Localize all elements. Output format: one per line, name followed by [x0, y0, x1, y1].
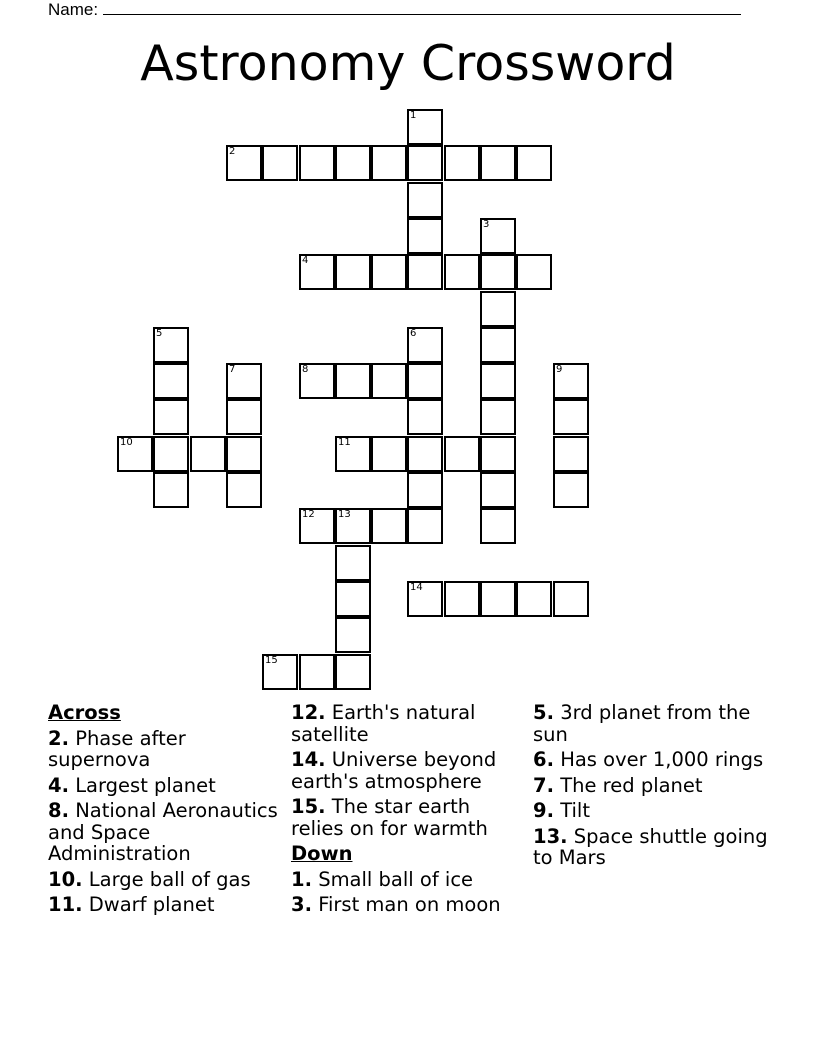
clue-number: 8.: [48, 799, 69, 822]
grid-cell[interactable]: [299, 654, 335, 690]
clue-number-label: 14: [410, 582, 423, 593]
grid-cell[interactable]: [407, 109, 443, 145]
clue-across-12: [291, 702, 527, 745]
name-label: Name:: [48, 0, 99, 19]
grid-cell[interactable]: [190, 436, 226, 472]
grid-cell[interactable]: [480, 472, 516, 508]
grid-cell[interactable]: [480, 254, 516, 290]
clue-text: 3rd planet from the sun: [533, 701, 751, 746]
grid-cell[interactable]: [407, 218, 443, 254]
grid-cell[interactable]: [226, 436, 262, 472]
clue-down-5: [533, 702, 773, 745]
grid-cell[interactable]: [371, 145, 407, 181]
clue-number-label: 8: [302, 364, 309, 375]
clue-number-label: 11: [338, 437, 351, 448]
clue-number-label: 3: [483, 219, 490, 230]
clue-number-label: 12: [302, 509, 315, 520]
clue-number: 14.: [291, 748, 326, 771]
clue-number: 3.: [291, 893, 312, 916]
clue-text: Space shuttle going to Mars: [533, 824, 768, 869]
clue-across-11: [48, 894, 284, 916]
grid-cell[interactable]: [516, 581, 552, 617]
grid-cell[interactable]: [480, 508, 516, 544]
grid-cell[interactable]: [480, 145, 516, 181]
clue-text: National Aeronautics and Space Administration: [48, 799, 278, 865]
grid-cell[interactable]: [407, 145, 443, 181]
clue-across-15: [291, 796, 527, 839]
grid-cell[interactable]: [335, 508, 371, 544]
down-heading: Down: [291, 842, 353, 865]
clue-across-4: [48, 775, 284, 797]
clue-text: Tilt: [560, 799, 590, 822]
grid-cell[interactable]: [553, 363, 589, 399]
clue-text: First man on moon: [318, 893, 501, 916]
grid-cell[interactable]: [516, 254, 552, 290]
clue-text: Small ball of ice: [318, 867, 474, 891]
grid-cell[interactable]: [407, 254, 443, 290]
clue-number-label: 13: [338, 509, 351, 520]
grid-cell[interactable]: [444, 254, 480, 290]
grid-cell[interactable]: [335, 654, 371, 690]
across-heading: Across: [48, 701, 121, 724]
clue-text: Earth's natural satellite: [291, 701, 476, 746]
clue-number-label: 4: [302, 255, 309, 266]
clue-number: 5.: [533, 701, 554, 724]
grid-cell[interactable]: [444, 436, 480, 472]
clue-number: 15.: [291, 795, 326, 818]
grid-cell[interactable]: [226, 145, 262, 181]
grid-cell[interactable]: [335, 436, 371, 472]
clue-down-3: [291, 894, 527, 916]
clue-number-label: 6: [410, 328, 417, 339]
clue-number: 7.: [533, 773, 554, 797]
clue-number: 10.: [48, 867, 83, 891]
clue-text: Has over 1,000 rings: [560, 748, 764, 771]
grid-cell[interactable]: [553, 581, 589, 617]
grid-cell[interactable]: [371, 363, 407, 399]
grid-cell[interactable]: [407, 581, 443, 617]
grid-cell[interactable]: [299, 363, 335, 399]
clues-column-3: [533, 702, 773, 873]
clue-text: Universe beyond earth's atmosphere: [291, 748, 497, 793]
clue-text: The red planet: [560, 773, 703, 797]
clue-text: Largest planet: [75, 773, 216, 797]
grid-cell[interactable]: [480, 291, 516, 327]
grid-cell[interactable]: [553, 472, 589, 508]
clue-across-8: [48, 800, 284, 865]
clue-number-label: 10: [120, 437, 133, 448]
clue-number: 1.: [291, 867, 312, 891]
clue-text: Large ball of gas: [88, 867, 251, 891]
grid-cell[interactable]: [335, 363, 371, 399]
grid-cell[interactable]: [153, 363, 189, 399]
grid-cell[interactable]: [407, 363, 443, 399]
grid-cell[interactable]: [407, 182, 443, 218]
grid-cell[interactable]: [153, 399, 189, 435]
clue-number: 13.: [533, 824, 568, 848]
clue-number: 11.: [48, 893, 83, 916]
clue-number-label: 15: [265, 655, 278, 666]
clue-number: 12.: [291, 701, 326, 724]
clue-down-13: [533, 826, 773, 869]
grid-cell[interactable]: [153, 472, 189, 508]
clue-number-label: 2: [229, 146, 236, 157]
grid-cell[interactable]: [299, 254, 335, 290]
grid-cell[interactable]: [335, 254, 371, 290]
grid-cell[interactable]: [335, 545, 371, 581]
clue-across-14: [291, 749, 527, 792]
clue-down-6: [533, 749, 773, 771]
page-title: Astronomy Crossword: [140, 35, 676, 92]
grid-cell[interactable]: [480, 399, 516, 435]
clue-across-2: [48, 728, 284, 771]
clue-text: The star earth relies on for warmth: [291, 795, 488, 840]
grid-cell[interactable]: [335, 145, 371, 181]
grid-cell[interactable]: [553, 436, 589, 472]
grid-cell[interactable]: [407, 327, 443, 363]
clue-down-1: [291, 869, 527, 891]
grid-cell[interactable]: [299, 145, 335, 181]
grid-cell[interactable]: [153, 436, 189, 472]
grid-cell[interactable]: [335, 617, 371, 653]
clue-down-7: [533, 775, 773, 797]
grid-cell[interactable]: [262, 654, 298, 690]
grid-cell[interactable]: [407, 508, 443, 544]
clue-number-label: 7: [229, 364, 236, 375]
grid-cell[interactable]: [117, 436, 153, 472]
grid-cell[interactable]: [299, 508, 335, 544]
grid-cell[interactable]: [407, 399, 443, 435]
clue-down-9: [533, 800, 773, 822]
grid-cell[interactable]: [153, 327, 189, 363]
grid-cell[interactable]: [262, 145, 298, 181]
grid-cell[interactable]: [516, 145, 552, 181]
grid-cell[interactable]: [444, 581, 480, 617]
grid-cell[interactable]: [480, 218, 516, 254]
grid-cell[interactable]: [407, 436, 443, 472]
clue-number: 6.: [533, 748, 554, 771]
grid-cell[interactable]: [226, 363, 262, 399]
grid-cell[interactable]: [480, 363, 516, 399]
grid-cell[interactable]: [480, 327, 516, 363]
clue-across-10: [48, 869, 284, 891]
clue-text: Phase after supernova: [48, 726, 186, 771]
grid-cell[interactable]: [371, 254, 407, 290]
clue-number-label: 9: [556, 364, 563, 375]
clue-text: Dwarf planet: [88, 893, 215, 916]
grid-cell[interactable]: [407, 472, 443, 508]
grid-cell[interactable]: [371, 508, 407, 544]
clue-number: 9.: [533, 799, 554, 822]
grid-cell[interactable]: [226, 399, 262, 435]
clue-number: 2.: [48, 726, 69, 750]
grid-cell[interactable]: [226, 472, 262, 508]
clue-number-label: 5: [156, 328, 163, 339]
grid-cell[interactable]: [444, 145, 480, 181]
clue-number: 4.: [48, 773, 69, 797]
grid-cell[interactable]: [480, 581, 516, 617]
grid-cell[interactable]: [553, 399, 589, 435]
grid-cell[interactable]: [335, 581, 371, 617]
clues-column-2: [291, 702, 527, 920]
grid-cell[interactable]: [480, 436, 516, 472]
clue-number-label: 1: [410, 110, 417, 121]
clues-column-1: [48, 702, 284, 920]
grid-cell[interactable]: [371, 436, 407, 472]
